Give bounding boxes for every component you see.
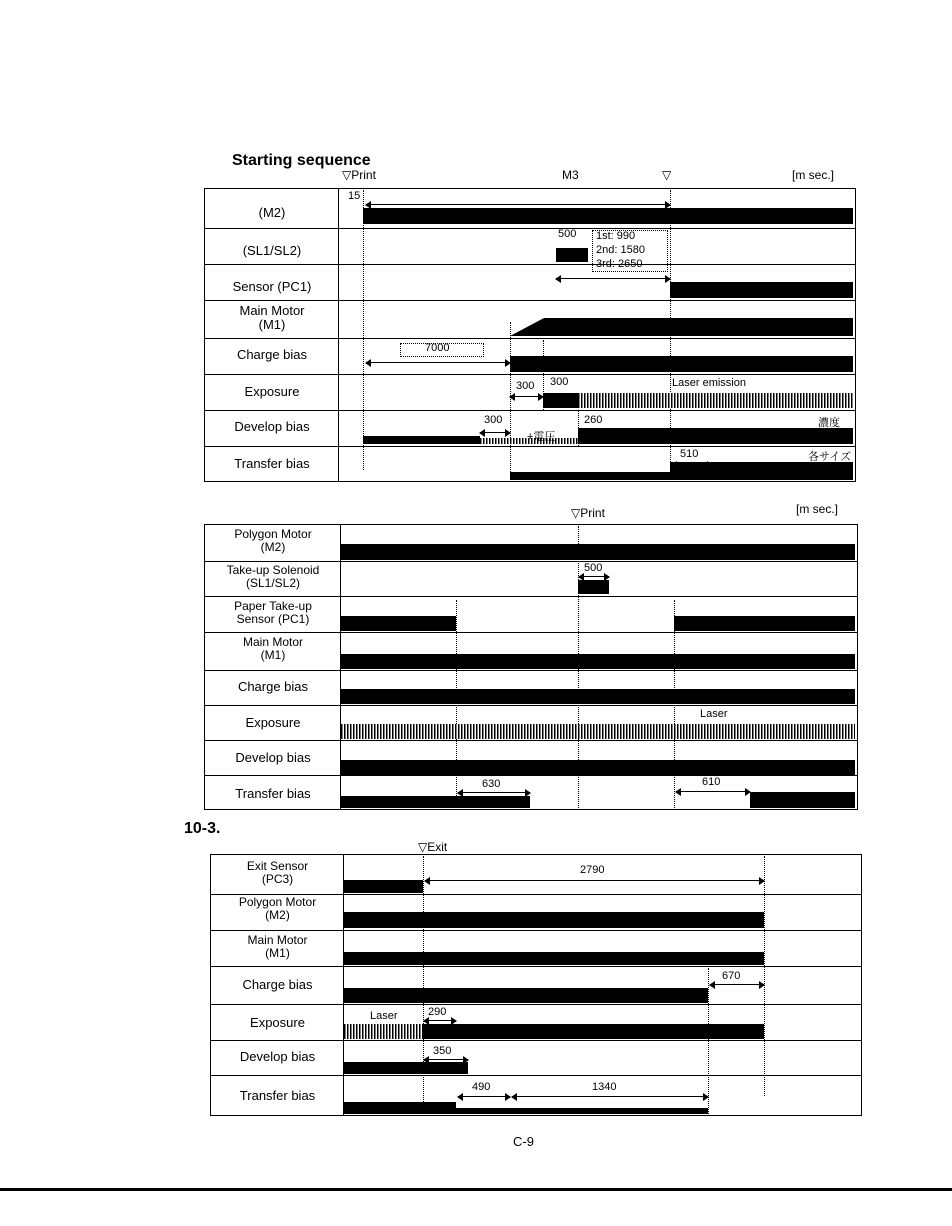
exposure-hatch-3a bbox=[344, 1024, 423, 1039]
main-motor-bar bbox=[341, 654, 855, 669]
ann-density: 濃度 bbox=[818, 417, 840, 429]
span-arrow-610 bbox=[676, 791, 750, 792]
tri-marker: ▽ bbox=[662, 168, 672, 182]
exit-sensor-bar bbox=[344, 880, 423, 893]
span-arrow-charge bbox=[366, 362, 510, 363]
polygon-on-bar bbox=[341, 544, 855, 560]
ann-300c: 300 bbox=[484, 414, 503, 426]
row-line bbox=[204, 300, 856, 301]
ann-plus-voltage: +電圧 bbox=[527, 431, 556, 443]
row-label-polygon-3: Polygon Motor (M2) bbox=[238, 895, 317, 922]
charge-bar-2 bbox=[341, 689, 855, 704]
exposure-bar-3b bbox=[423, 1024, 764, 1039]
ann-3rd: 3rd: 2650 bbox=[596, 258, 643, 270]
m1-ramp bbox=[510, 318, 853, 338]
time-marker bbox=[363, 190, 364, 470]
row-label-paper-sensor: Paper Take-up Sensor (PC1) bbox=[234, 599, 312, 626]
span-arrow-290 bbox=[424, 1020, 456, 1021]
span-arrow-1340 bbox=[512, 1096, 708, 1097]
ann-260: 260 bbox=[584, 414, 603, 426]
row-label-exposure-2: Exposure bbox=[245, 715, 301, 730]
m3-marker: M3 bbox=[562, 168, 579, 182]
row-line bbox=[204, 632, 858, 633]
row-line bbox=[204, 705, 858, 706]
row-label-transfer-3: Transfer bias bbox=[239, 1088, 316, 1103]
charge-bar-3 bbox=[344, 988, 708, 1003]
ann-350: 350 bbox=[433, 1045, 452, 1057]
row-line bbox=[204, 670, 858, 671]
ann-size: 各サイズ bbox=[808, 451, 852, 463]
ann-290: 290 bbox=[428, 1006, 447, 1018]
row-line bbox=[204, 561, 858, 562]
sensor-bar-a bbox=[341, 616, 456, 631]
ann-laser-2: Laser bbox=[700, 708, 728, 720]
row-label-charge-3: Charge bias bbox=[242, 977, 313, 992]
polygon-bar-3 bbox=[344, 912, 764, 928]
m2-on-bar bbox=[363, 208, 853, 224]
span-arrow-490 bbox=[458, 1096, 510, 1097]
print-marker: ▽Print bbox=[342, 168, 376, 182]
row-line bbox=[204, 338, 856, 339]
row-label-m1: Main Motor (M1) bbox=[239, 303, 305, 332]
exit-marker: ▽Exit bbox=[418, 840, 448, 854]
span-arrow-350 bbox=[424, 1059, 468, 1060]
span-arrow-tr bbox=[672, 464, 712, 465]
ann-490: 490 bbox=[472, 1081, 491, 1093]
row-line bbox=[204, 775, 858, 776]
time-marker bbox=[764, 856, 765, 1096]
ann-500-2: 500 bbox=[584, 562, 603, 574]
span-arrow-dev1 bbox=[480, 432, 510, 433]
time-marker bbox=[456, 600, 457, 808]
row-label-exit-sensor: Exit Sensor (PC3) bbox=[246, 859, 309, 886]
pc1-on-bar bbox=[670, 282, 853, 298]
develop-bar-a bbox=[363, 436, 480, 444]
row-label-sl: (SL1/SL2) bbox=[242, 243, 302, 258]
span-arrow-pc1 bbox=[556, 278, 670, 279]
unit-label: [m sec.] bbox=[792, 168, 835, 182]
span-arrow-670 bbox=[710, 984, 764, 985]
ann-510: 510 bbox=[680, 448, 699, 460]
solenoid-pulse-2 bbox=[578, 580, 609, 594]
span-arrow-sol2 bbox=[579, 576, 609, 577]
table1-divider bbox=[338, 188, 339, 482]
transfer-bar-2b bbox=[750, 792, 855, 808]
exposure-laser-hatch bbox=[578, 393, 853, 408]
ann-2nd: 2nd: 1580 bbox=[596, 244, 645, 256]
solenoid-pulse bbox=[556, 248, 588, 262]
ann-laser-3: Laser bbox=[370, 1010, 398, 1022]
transfer-bar-2a bbox=[341, 796, 530, 808]
ann-7000: 7000 bbox=[425, 342, 450, 354]
span-arrow-exp bbox=[510, 396, 543, 397]
ann-1340: 1340 bbox=[592, 1081, 617, 1093]
row-label-charge: Charge bias bbox=[236, 347, 308, 362]
page-number: C-9 bbox=[513, 1134, 534, 1149]
ann-610: 610 bbox=[702, 776, 721, 788]
row-label-m2: (M2) bbox=[258, 205, 286, 220]
row-label-takeup-solenoid: Take-up Solenoid (SL1/SL2) bbox=[226, 563, 320, 590]
sensor-bar-b bbox=[674, 616, 855, 631]
ann-laser-emission: Laser emission bbox=[672, 377, 746, 389]
ann-500: 500 bbox=[558, 228, 577, 240]
ann-2790: 2790 bbox=[580, 864, 605, 876]
section1-title: Starting sequence bbox=[232, 152, 371, 169]
row-line bbox=[204, 264, 856, 265]
section3-heading: 10-3. bbox=[184, 820, 221, 837]
row-line bbox=[204, 596, 858, 597]
transfer-bar-a bbox=[510, 472, 670, 480]
ann-630: 630 bbox=[482, 778, 501, 790]
time-marker bbox=[423, 856, 424, 1114]
span-arrow-2790 bbox=[425, 880, 764, 881]
charge-on-bar bbox=[510, 356, 853, 372]
row-line bbox=[204, 374, 856, 375]
unit-label-2: [m sec.] bbox=[796, 502, 839, 516]
row-label-develop-2: Develop bias bbox=[235, 750, 311, 765]
row-line bbox=[204, 410, 856, 411]
span-arrow-dev2 bbox=[580, 432, 610, 433]
transfer-bar-3b bbox=[456, 1108, 708, 1114]
row-label-charge-2: Charge bias bbox=[237, 679, 309, 694]
row-label-transfer: Transfer bias bbox=[234, 456, 310, 471]
main-motor-bar-3 bbox=[344, 952, 764, 965]
time-marker bbox=[674, 600, 675, 808]
transfer-bar-3a bbox=[344, 1102, 456, 1114]
develop-bar-c bbox=[578, 428, 853, 444]
bottom-rule bbox=[0, 1188, 952, 1191]
row-label-main-motor: Main Motor (M1) bbox=[242, 635, 304, 662]
row-label-exposure-3: Exposure bbox=[250, 1015, 305, 1030]
row-line bbox=[204, 740, 858, 741]
row-label-develop: Develop bias bbox=[234, 419, 310, 434]
span-arrow-630 bbox=[458, 792, 530, 793]
span-arrow-m2 bbox=[366, 204, 670, 205]
row-line bbox=[204, 228, 856, 229]
ann-670: 670 bbox=[722, 970, 741, 982]
develop-bar-2 bbox=[341, 760, 855, 775]
exposure-hatch-2 bbox=[341, 724, 855, 739]
row-label-develop-3: Develop bias bbox=[239, 1049, 316, 1064]
ann-300b: 300 bbox=[550, 376, 569, 388]
print-marker-2: ▽Print bbox=[571, 506, 605, 520]
exposure-pulse bbox=[543, 393, 578, 408]
ann-300a: 300 bbox=[516, 380, 535, 392]
ann-15: 15 bbox=[348, 190, 361, 202]
row-label-pc1: Sensor (PC1) bbox=[232, 279, 312, 294]
develop-bar-3 bbox=[344, 1062, 468, 1074]
row-label-polygon: Polygon Motor (M2) bbox=[234, 527, 312, 554]
row-label-transfer-2: Transfer bias bbox=[235, 786, 311, 801]
row-label-exposure: Exposure bbox=[244, 384, 300, 399]
row-label-main-motor-3: Main Motor (M1) bbox=[247, 933, 308, 960]
row-line bbox=[204, 446, 856, 447]
ann-1st: 1st: 990 bbox=[596, 230, 636, 242]
